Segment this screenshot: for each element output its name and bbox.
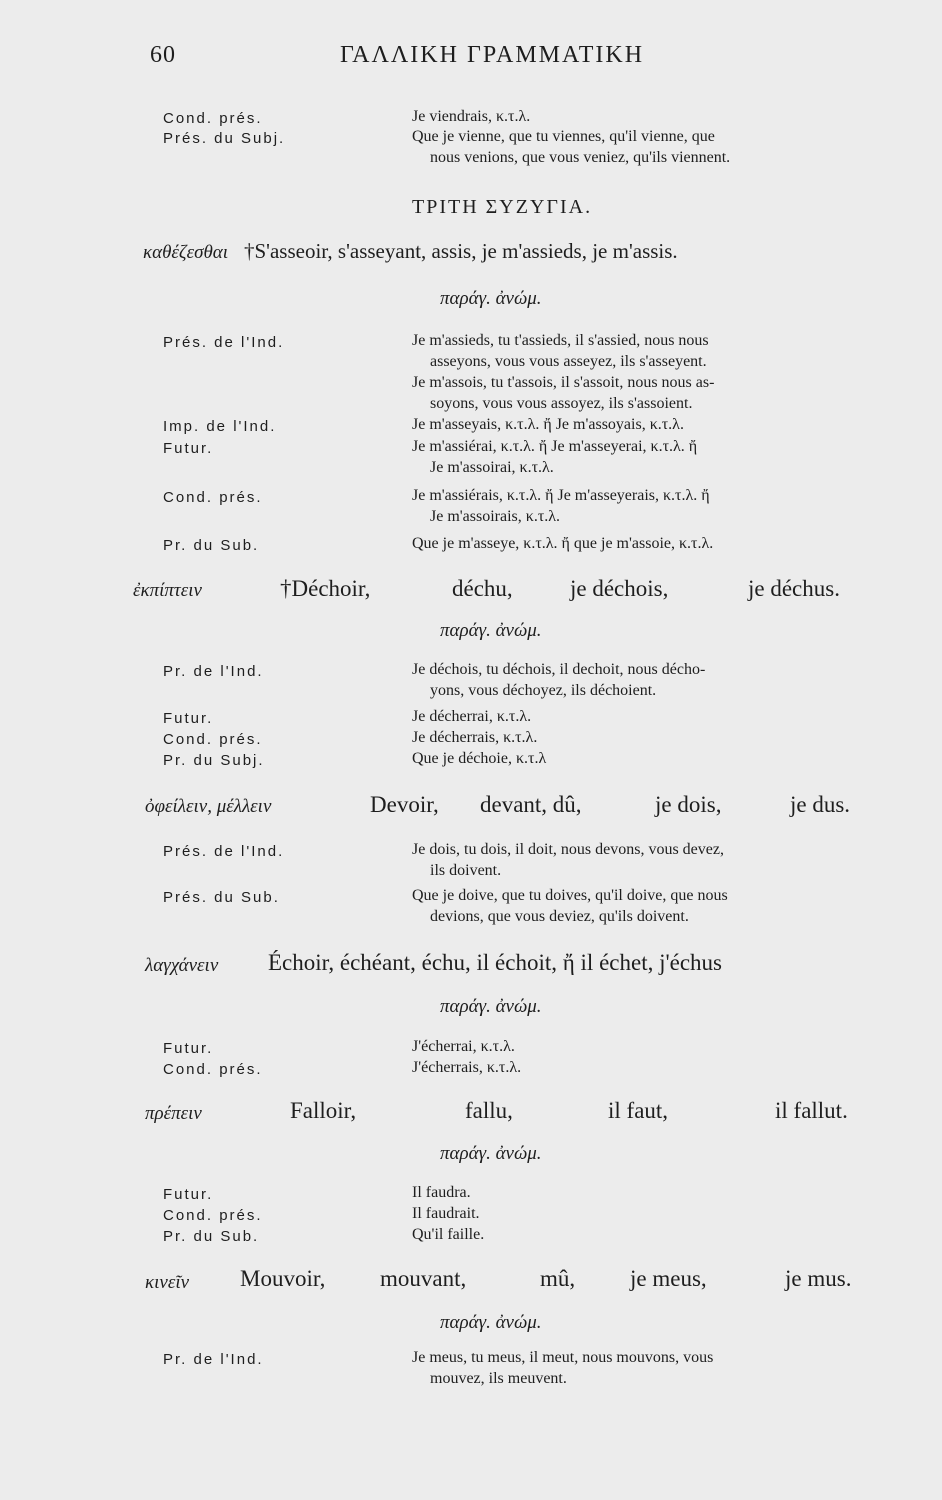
row-text: nous venions, que vous veniez, qu'ils viennent. — [430, 149, 731, 166]
row-text: Je décherrais, κ.τ.λ. — [412, 729, 538, 746]
verb-headline: Échoir, échéant, échu, il échoit, ἤ il échet, j'échus — [268, 950, 722, 975]
verb-form: je dois, — [655, 792, 722, 817]
verb-form: mû, — [540, 1266, 576, 1291]
row-label: Cond. prés. — [163, 489, 263, 506]
greek-gloss: κινεῖν — [145, 1272, 190, 1293]
row-text: ils doivent. — [430, 862, 502, 879]
running-title: ΓΑΛΛΙΚΗ ΓΡΑΜΜΑΤΙΚΗ — [340, 42, 645, 68]
row-text: Que je déchoie, κ.τ.λ — [412, 750, 547, 767]
row-text: Je dois, tu dois, il doit, nous devons, vous devez, — [412, 841, 724, 858]
paradigm-note: παράγ. ἀνώμ. — [440, 620, 542, 641]
row-text: J'écherrais, κ.τ.λ. — [412, 1059, 522, 1076]
verb-form: †Déchoir, — [280, 576, 371, 601]
row-text: Je m'assiérai, κ.τ.λ. ἤ Je m'asseyerai, κ.τ.λ. ἤ — [412, 438, 698, 455]
verb-form: il fallut. — [775, 1098, 848, 1123]
row-label: Prés. du Subj. — [163, 130, 286, 147]
row-text: Il faudrait. — [412, 1205, 480, 1222]
row-label: Futur. — [163, 710, 214, 727]
row-text: devions, que vous deviez, qu'ils doivent. — [430, 908, 689, 925]
row-label: Imp. de l'Ind. — [163, 418, 277, 435]
row-label: Pr. de l'Ind. — [163, 1351, 264, 1368]
row-text: Je déchois, tu déchois, il dechoit, nous décho- — [412, 661, 706, 678]
row-text: soyons, vous vous assoyez, ils s'assoient. — [430, 395, 693, 412]
row-label: Pr. du Subj. — [163, 752, 265, 769]
verb-form: je meus, — [630, 1266, 707, 1291]
row-text: Je meus, tu meus, il meut, nous mouvons, vous — [412, 1349, 714, 1366]
row-text: Je m'assiérais, κ.τ.λ. ἤ Je m'asseyerais, κ.τ.λ. ἤ — [412, 487, 710, 504]
verb-form: je déchois, — [570, 576, 669, 601]
row-text: Je m'assieds, tu t'assieds, il s'assied, nous nous — [412, 332, 709, 349]
row-text: Que je vienne, que tu viennes, qu'il vienne, que — [412, 128, 715, 145]
row-text: asseyons, vous vous asseyez, ils s'asseyent. — [430, 353, 707, 370]
row-text: Je viendrais, κ.τ.λ. — [412, 108, 531, 125]
row-text: mouvez, ils meuvent. — [430, 1370, 567, 1387]
row-label: Prés. de l'Ind. — [163, 843, 285, 860]
verb-form: il faut, — [608, 1098, 669, 1123]
verb-form: je déchus. — [748, 576, 840, 601]
verb-form: Mouvoir, — [240, 1266, 326, 1291]
verb-form: Devoir, — [370, 792, 439, 817]
verb-form: déchu, — [452, 576, 513, 601]
row-text: Que je m'asseye, κ.τ.λ. ἤ que je m'assoie, κ.τ.λ. — [412, 535, 714, 552]
verb-form: devant, dû, — [480, 792, 582, 817]
greek-gloss: καθέζεσθαι — [143, 242, 229, 263]
row-label: Prés. du Sub. — [163, 889, 280, 906]
greek-gloss: ὀφείλειν, μέλλειν — [145, 796, 272, 817]
row-label: Prés. de l'Ind. — [163, 334, 285, 351]
row-text: Je décherrai, κ.τ.λ. — [412, 708, 532, 725]
row-text: Qu'il faille. — [412, 1226, 485, 1243]
paradigm-note: παράγ. ἀνώμ. — [440, 288, 542, 309]
greek-gloss: πρέπειν — [145, 1103, 202, 1124]
verb-form: je mus. — [785, 1266, 852, 1291]
row-text: Que je doive, que tu doives, qu'il doive, que nous — [412, 887, 728, 904]
row-text: Je m'asseyais, κ.τ.λ. ἤ Je m'assoyais, κ.τ.λ. — [412, 416, 684, 433]
verb-form: je dus. — [790, 792, 851, 817]
row-text: J'écherrai, κ.τ.λ. — [412, 1038, 515, 1055]
greek-gloss: ἐκπίπτειν — [133, 580, 202, 601]
row-label: Cond. prés. — [163, 110, 263, 127]
row-label: Cond. prés. — [163, 1207, 263, 1224]
verb-form: fallu, — [465, 1098, 513, 1123]
row-label: Pr. du Sub. — [163, 1228, 260, 1245]
row-label: Cond. prés. — [163, 731, 263, 748]
row-label: Cond. prés. — [163, 1061, 263, 1078]
verb-form: Falloir, — [290, 1098, 357, 1123]
verb-form: mouvant, — [380, 1266, 467, 1291]
row-text: yons, vous déchoyez, ils déchoient. — [430, 682, 657, 699]
section-title: ΤΡΙΤΗ ΣΥΖΥΓΙΑ. — [412, 196, 593, 218]
row-label: Futur. — [163, 440, 214, 457]
verb-headline: †S'asseoir, s'asseyant, assis, je m'assieds, je m'assis. — [244, 239, 678, 263]
row-label: Pr. de l'Ind. — [163, 663, 264, 680]
row-text: Il faudra. — [412, 1184, 471, 1201]
row-label: Futur. — [163, 1040, 214, 1057]
row-label: Futur. — [163, 1186, 214, 1203]
paradigm-note: παράγ. ἀνώμ. — [440, 1312, 542, 1333]
page-number: 60 — [150, 42, 176, 68]
greek-gloss: λαγχάνειν — [145, 955, 219, 976]
paradigm-note: παράγ. ἀνώμ. — [440, 1143, 542, 1164]
paradigm-note: παράγ. ἀνώμ. — [440, 996, 542, 1017]
row-text: Je m'assoirai, κ.τ.λ. — [430, 459, 554, 476]
row-label: Pr. du Sub. — [163, 537, 260, 554]
row-text: Je m'assois, tu t'assois, il s'assoit, nous nous as- — [412, 374, 715, 391]
row-text: Je m'assoirais, κ.τ.λ. — [430, 508, 561, 525]
